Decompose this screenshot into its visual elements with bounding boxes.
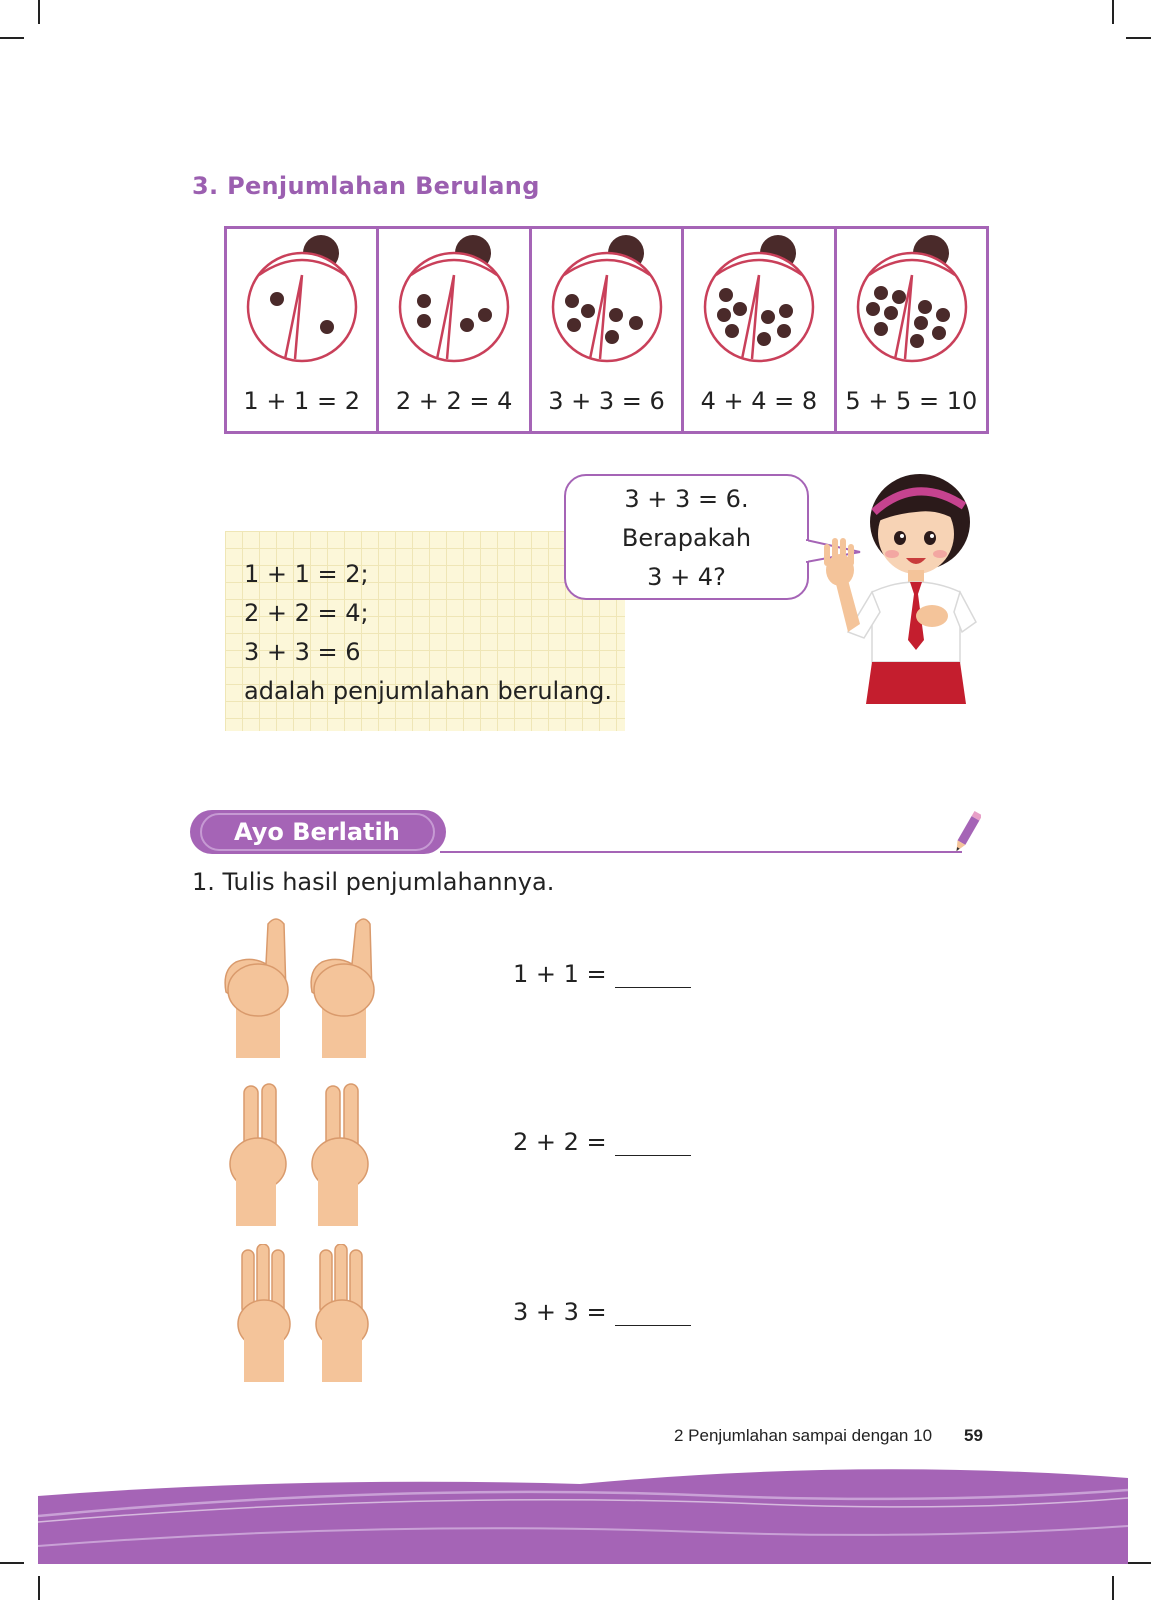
pencil-icon — [953, 808, 981, 856]
ladybug-icon — [702, 235, 816, 365]
ladybug-icon — [397, 235, 511, 365]
crop-mark — [0, 37, 24, 39]
crop-mark — [1112, 0, 1114, 24]
ladybug-icon — [855, 235, 969, 365]
exercise-row — [513, 1298, 691, 1326]
note-line: adalah penjumlahan berulang. — [244, 677, 612, 705]
ladybug-table — [224, 226, 989, 434]
ladybug-cell — [379, 229, 531, 431]
note-line: 3 + 3 = 6 — [244, 638, 361, 666]
girl-illustration — [820, 472, 980, 704]
note-line: 2 + 2 = 4; — [244, 599, 369, 627]
ladybug-cell — [227, 229, 379, 431]
ladybug-equation: 5 + 5 = 10 — [845, 387, 978, 415]
two-finger-hands-icon — [222, 1082, 382, 1227]
exercise-equation: 2 + 2 = — [513, 1128, 607, 1156]
exercise-row — [513, 1128, 691, 1156]
ladybug-icon — [550, 235, 664, 365]
ladybug-equation: 2 + 2 = 4 — [395, 387, 513, 415]
ladybug-icon — [245, 235, 359, 365]
instruction-text: 1. Tulis hasil penjumlahannya. — [192, 868, 555, 896]
answer-blank[interactable] — [615, 1136, 691, 1156]
answer-blank[interactable] — [615, 968, 691, 988]
bubble-line: 3 + 3 = 6. — [624, 485, 749, 513]
exercise-equation: 3 + 3 = — [513, 1298, 607, 1326]
answer-blank[interactable] — [615, 1306, 691, 1326]
chapter-footer: 2 Penjumlahan sampai dengan 10 — [674, 1426, 933, 1445]
note-line: 1 + 1 = 2; — [244, 560, 369, 588]
crop-mark — [1126, 37, 1151, 39]
practice-rule — [440, 851, 962, 853]
ladybug-cell — [684, 229, 836, 431]
ladybug-equation: 3 + 3 = 6 — [548, 387, 665, 415]
ladybug-equation: 1 + 1 = 2 — [243, 387, 360, 415]
ladybug-cell — [837, 229, 986, 431]
practice-title: Ayo Berlatih — [234, 818, 400, 846]
ladybug-cell — [532, 229, 684, 431]
section-title: 3. Penjumlahan Berulang — [192, 172, 540, 200]
exercise-row — [513, 960, 691, 988]
ladybug-equation: 4 + 4 = 8 — [700, 387, 818, 415]
speech-bubble — [564, 474, 809, 600]
exercise-equation: 1 + 1 = — [513, 960, 607, 988]
three-finger-hands-icon — [232, 1244, 392, 1382]
footer-wave — [0, 1460, 1151, 1600]
bubble-line: 3 + 4? — [647, 563, 726, 591]
bubble-line: Berapakah — [621, 524, 752, 552]
crop-mark — [38, 0, 40, 24]
one-finger-hands-icon — [222, 914, 382, 1059]
page-number: 59 — [964, 1426, 983, 1445]
